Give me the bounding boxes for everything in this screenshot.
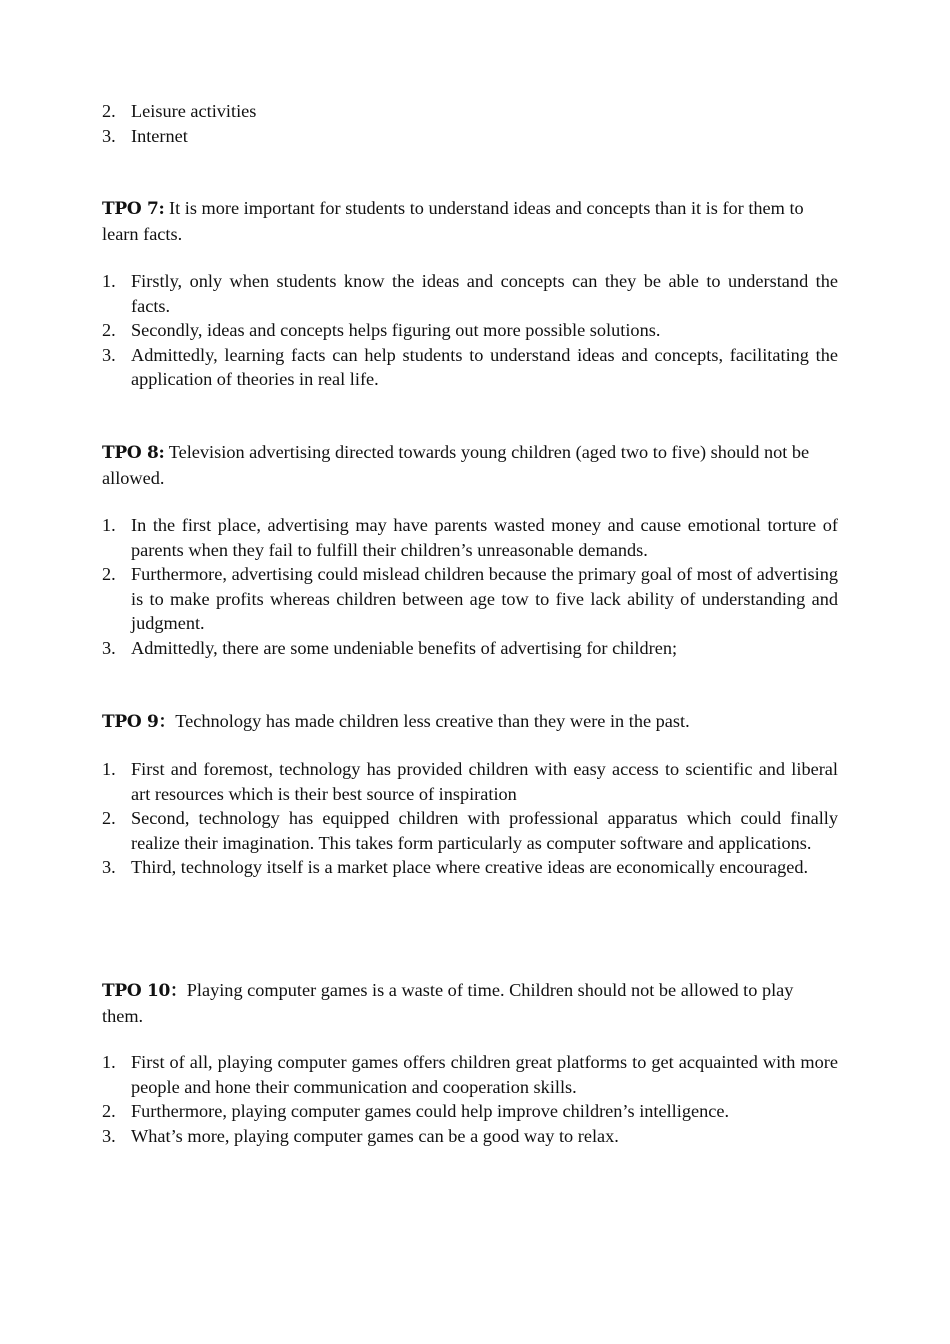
- list-text: First of all, playing computer games offers children great platforms to get acquainted with more people and hone their communication and cooperation skills.: [131, 1052, 838, 1097]
- tpo9-topic: Technology has made children less creative than they were in the past.: [175, 711, 690, 731]
- list-number: 2.: [102, 564, 116, 585]
- list-number: 1.: [102, 271, 116, 291]
- list-number: 3.: [102, 1125, 116, 1146]
- list-number: 3.: [102, 344, 116, 365]
- list-number: 2.: [102, 808, 116, 829]
- list-text: Furthermore, advertising could mislead children because the primary goal of most of advertising is to make profits whereas children between age tow to five lack ability of understanding and judgment.: [131, 564, 838, 634]
- list-item: [102, 636, 838, 661]
- tpo9-points: [102, 757, 838, 880]
- list-text: Admittedly, there are some undeniable benefits of advertising for children;: [131, 637, 678, 658]
- tpo8-heading: [102, 440, 838, 490]
- list-text: Second, technology has equipped children with professional apparatus which could finally realize their imagination. This takes form particularly as computer software and applications.: [131, 808, 838, 853]
- tpo9-label: TPO 9：: [102, 712, 176, 732]
- tpo8-topic: Television advertising directed towards young children (aged two to five) should not be allowed.: [102, 442, 810, 488]
- tpo7-label: TPO 7:: [102, 199, 165, 219]
- list-text: Secondly, ideas and concepts helps figuring out more possible solutions.: [131, 320, 661, 341]
- tpo10-topic: Playing computer games is a waste of time. Children should not be allowed to play them.: [102, 980, 794, 1026]
- list-text: First and foremost, technology has provided children with easy access to scientific and liberal art resources which is their best source of inspiration: [131, 759, 838, 804]
- tpo10-heading: [102, 978, 838, 1028]
- list-item: [102, 855, 838, 880]
- list-text: Firstly, only when students know the ideas and concepts can they be able to understand the facts.: [131, 271, 838, 316]
- list-number: 3.: [102, 637, 116, 658]
- list-item: [102, 562, 838, 636]
- tpo8-points: [102, 513, 838, 661]
- list-number: 2.: [102, 1101, 116, 1122]
- list-text: Third, technology itself is a market place where creative ideas are economically encouraged.: [131, 857, 809, 878]
- list-number: 2.: [102, 101, 116, 121]
- tpo10-label: TPO 10：: [102, 981, 187, 1001]
- list-item: [102, 343, 838, 392]
- list-item: [102, 99, 838, 124]
- tpo7-points: [102, 269, 838, 392]
- list-number: 1.: [102, 515, 116, 535]
- list-text: Furthermore, playing computer games could help improve children’s intelligence.: [131, 1101, 730, 1122]
- list-item: [102, 806, 838, 855]
- tpo7-topic: It is more important for students to understand ideas and concepts than it is for them to learn facts.: [102, 198, 804, 244]
- tpo8-label: TPO 8:: [102, 443, 165, 463]
- list-item: [102, 269, 838, 318]
- list-item: [102, 1050, 838, 1099]
- list-item: [102, 318, 838, 343]
- list-item: [102, 757, 838, 806]
- list-text: Admittedly, learning facts can help students to understand ideas and concepts, facilitating the application of theories in real life.: [131, 344, 838, 390]
- list-number: 3.: [102, 857, 116, 878]
- tpo7-heading: [102, 196, 838, 246]
- list-item: [102, 513, 838, 562]
- list-text: What’s more, playing computer games can be a good way to relax.: [131, 1125, 619, 1146]
- list-text: Internet: [131, 125, 188, 146]
- list-item: [102, 1124, 838, 1149]
- list-number: 1.: [102, 1052, 116, 1072]
- intro-list: [102, 99, 838, 148]
- list-text: In the first place, advertising may have parents wasted money and cause emotional torture of parents when they fail to fulfill their children’s unreasonable demands.: [131, 515, 838, 560]
- tpo9-heading: [102, 709, 838, 735]
- tpo10-points: [102, 1050, 838, 1148]
- list-number: 1.: [102, 759, 116, 779]
- list-text: Leisure activities: [131, 101, 257, 121]
- list-item: [102, 124, 838, 149]
- list-number: 3.: [102, 125, 116, 146]
- list-number: 2.: [102, 320, 116, 341]
- list-item: [102, 1099, 838, 1124]
